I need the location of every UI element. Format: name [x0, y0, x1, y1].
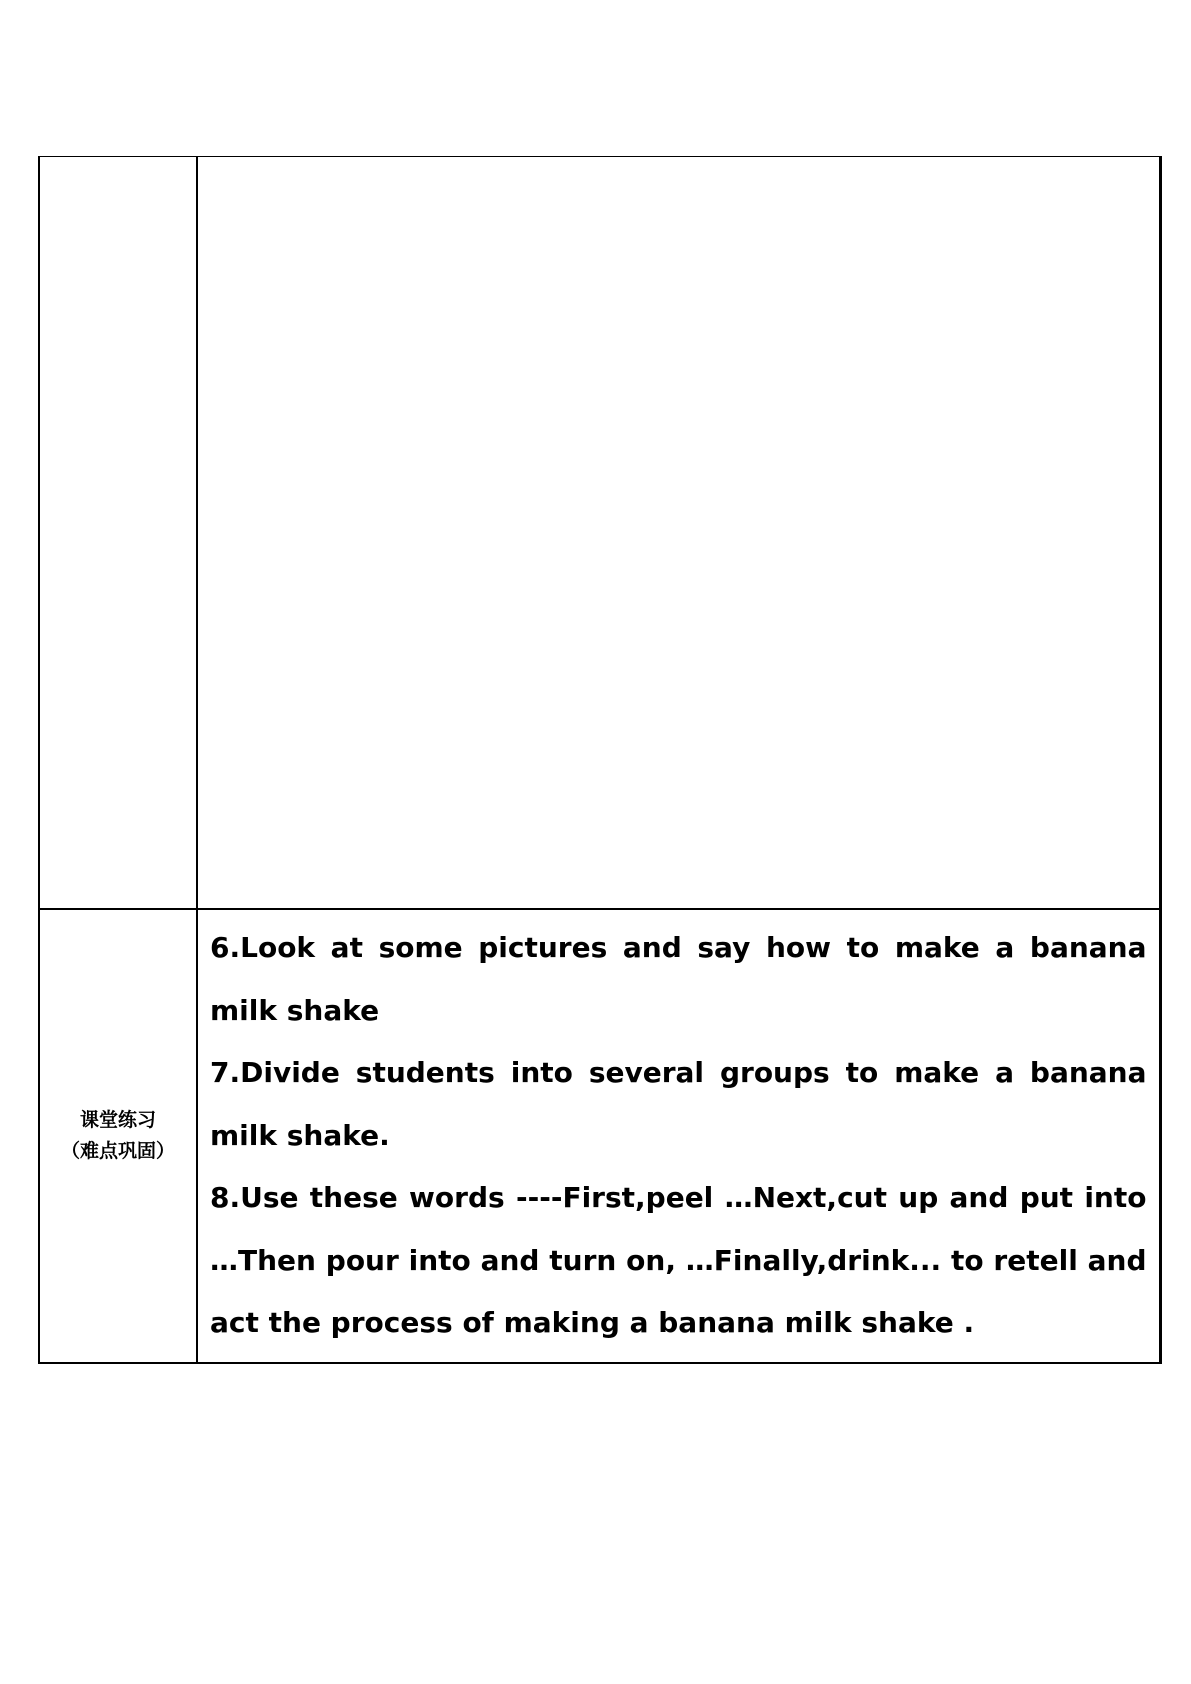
- empty-label-cell: [39, 157, 197, 910]
- table-row-practice: [39, 909, 1160, 1363]
- practice-label-title: 课堂练习: [79, 1109, 156, 1131]
- practice-item-7: 7.Divide students into several groups to make a banana milk shake.: [210, 1056, 1147, 1152]
- empty-content-cell: [197, 157, 1160, 910]
- practice-item-6: 6.Look at some pictures and say how to make a banana milk shake: [210, 931, 1147, 1027]
- lesson-plan-table: [38, 156, 1162, 1364]
- table-row-empty: [39, 157, 1160, 910]
- practice-label: [40, 1105, 196, 1167]
- practice-label-subtitle: （难点巩固）: [60, 1140, 175, 1162]
- practice-items: [198, 917, 1159, 1355]
- practice-item-8: 8.Use these words ----First,peel …Next,cut up and put into …Then pour into and turn on, …Finally,drink... to retell and act the process of making a banana milk shake .: [210, 1181, 1147, 1340]
- practice-label-cell: [39, 909, 197, 1363]
- practice-content-cell: [197, 909, 1160, 1363]
